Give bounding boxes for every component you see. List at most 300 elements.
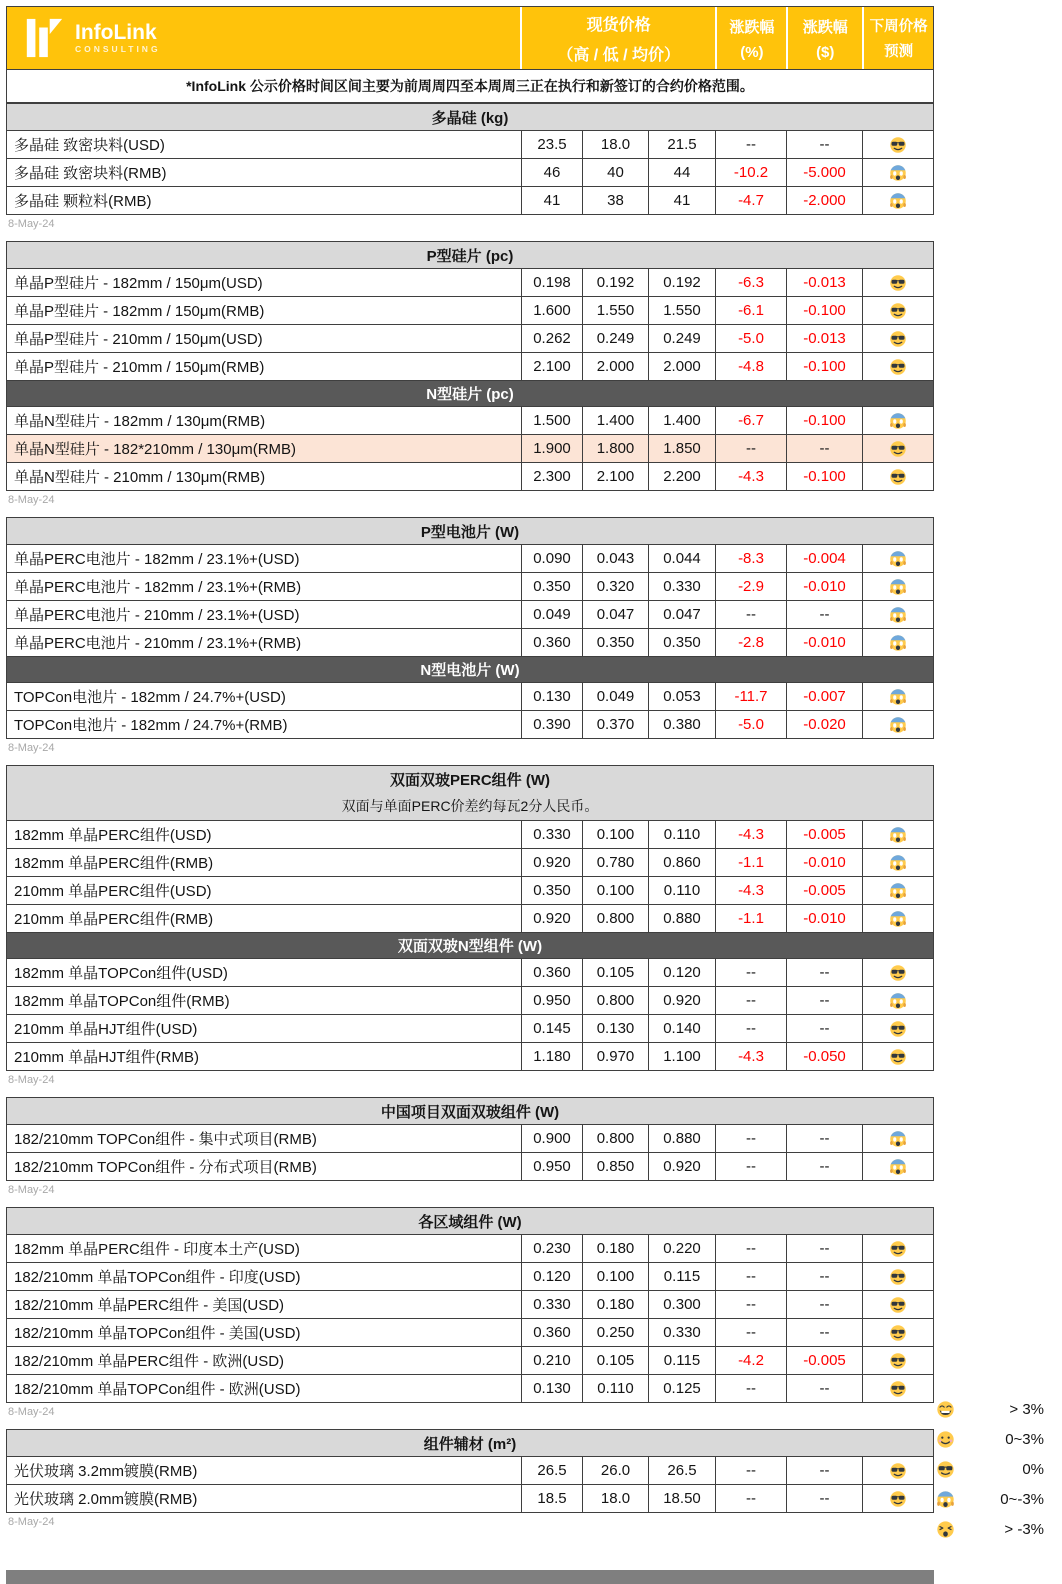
forecast-cell bbox=[862, 269, 933, 296]
low-price: 0.800 bbox=[582, 1125, 648, 1152]
avg-price: 0.110 bbox=[648, 821, 715, 848]
section-title: 组件辅材 (m²) bbox=[7, 1430, 933, 1456]
pct-change: -- bbox=[715, 1015, 786, 1042]
pct-change: -8.3 bbox=[715, 545, 786, 572]
usd-change: -2.000 bbox=[786, 187, 862, 214]
forecast-cell bbox=[862, 545, 933, 572]
column-header-change-usd bbox=[786, 7, 862, 69]
low-price: 2.000 bbox=[582, 353, 648, 380]
price-row bbox=[7, 1318, 933, 1346]
avg-price: 0.220 bbox=[648, 1235, 715, 1262]
forecast-cell bbox=[862, 1125, 933, 1152]
weary-face-icon bbox=[936, 1520, 955, 1539]
price-row bbox=[7, 986, 933, 1014]
section-title: N型电池片 (W) bbox=[7, 656, 933, 682]
section-title: N型硅片 (pc) bbox=[7, 380, 933, 406]
pct-change: -- bbox=[715, 131, 786, 158]
high-price: 0.130 bbox=[521, 1375, 582, 1402]
high-price: 1.500 bbox=[521, 407, 582, 434]
forecast-cell bbox=[862, 407, 933, 434]
product-name: 210mm 单晶HJT组件(USD) bbox=[14, 1021, 198, 1038]
price-row bbox=[7, 544, 933, 572]
scream-face-icon bbox=[889, 910, 907, 928]
pct-change: -6.7 bbox=[715, 407, 786, 434]
price-row bbox=[7, 158, 933, 186]
high-price: 0.120 bbox=[521, 1263, 582, 1290]
forecast-cell bbox=[862, 683, 933, 710]
usd-change: -0.100 bbox=[786, 463, 862, 490]
forecast-cell bbox=[862, 849, 933, 876]
pct-change: -- bbox=[715, 1319, 786, 1346]
low-price: 1.400 bbox=[582, 407, 648, 434]
high-price: 2.100 bbox=[521, 353, 582, 380]
low-price: 0.180 bbox=[582, 1235, 648, 1262]
price-table bbox=[6, 6, 934, 1539]
scream-face-icon bbox=[889, 688, 907, 706]
high-price: 0.900 bbox=[521, 1125, 582, 1152]
usd-change: -- bbox=[786, 131, 862, 158]
product-name: 单晶PERC电池片 - 210mm / 23.1%+(RMB) bbox=[14, 635, 302, 652]
avg-price: 0.047 bbox=[648, 601, 715, 628]
smile-face-icon bbox=[936, 1430, 955, 1449]
sunglasses-face-icon bbox=[889, 440, 907, 458]
usd-change: -5.000 bbox=[786, 159, 862, 186]
avg-price: 2.000 bbox=[648, 353, 715, 380]
forecast-cell bbox=[862, 131, 933, 158]
date-stamp: 8-May-24 bbox=[8, 1516, 55, 1528]
usd-change: -- bbox=[786, 959, 862, 986]
high-price: 1.900 bbox=[521, 435, 582, 462]
high-price: 0.330 bbox=[521, 1291, 582, 1318]
forecast-legend bbox=[936, 1394, 1044, 1544]
section-subtitle: 双面与单面PERC价差约每瓦2分人民币。 bbox=[7, 792, 933, 820]
section-title: 多晶硅 (kg) bbox=[7, 104, 933, 130]
price-row bbox=[7, 1456, 933, 1484]
avg-price: 1.850 bbox=[648, 435, 715, 462]
forecast-cell bbox=[862, 1263, 933, 1290]
legend-label: 0% bbox=[1022, 1460, 1044, 1478]
price-row bbox=[7, 682, 933, 710]
low-price: 0.100 bbox=[582, 821, 648, 848]
price-row bbox=[7, 1124, 933, 1152]
high-price: 0.350 bbox=[521, 877, 582, 904]
scream-face-icon bbox=[889, 992, 907, 1010]
avg-price: 41 bbox=[648, 187, 715, 214]
forecast-cell bbox=[862, 1319, 933, 1346]
high-price: 46 bbox=[521, 159, 582, 186]
avg-price: 0.380 bbox=[648, 711, 715, 738]
low-price: 26.0 bbox=[582, 1457, 648, 1484]
price-row bbox=[7, 462, 933, 490]
sunglasses-face-icon bbox=[889, 1268, 907, 1286]
price-row bbox=[7, 1484, 933, 1512]
avg-price: 0.350 bbox=[648, 629, 715, 656]
price-row bbox=[7, 628, 933, 656]
date-stamp: 8-May-24 bbox=[8, 1184, 55, 1196]
scream-face-icon bbox=[889, 634, 907, 652]
product-name: 单晶P型硅片 - 210mm / 150μm(USD) bbox=[14, 331, 263, 348]
usd-change: -0.100 bbox=[786, 297, 862, 324]
brand-name: InfoLink bbox=[75, 21, 157, 44]
pct-change: -- bbox=[715, 959, 786, 986]
high-price: 2.300 bbox=[521, 463, 582, 490]
low-price: 1.800 bbox=[582, 435, 648, 462]
forecast-cell bbox=[862, 573, 933, 600]
forecast-cell bbox=[862, 959, 933, 986]
pct-change: -4.3 bbox=[715, 463, 786, 490]
forecast-cell bbox=[862, 711, 933, 738]
high-price: 0.230 bbox=[521, 1235, 582, 1262]
low-price: 0.043 bbox=[582, 545, 648, 572]
legend-item bbox=[936, 1424, 1044, 1454]
legend-item bbox=[936, 1454, 1044, 1484]
low-price: 0.350 bbox=[582, 629, 648, 656]
avg-price: 0.140 bbox=[648, 1015, 715, 1042]
low-price: 0.100 bbox=[582, 877, 648, 904]
avg-price: 0.920 bbox=[648, 987, 715, 1014]
product-name: 单晶PERC电池片 - 182mm / 23.1%+(USD) bbox=[14, 551, 300, 568]
grin-face-icon bbox=[936, 1400, 955, 1419]
low-price: 18.0 bbox=[582, 131, 648, 158]
usd-change: -0.005 bbox=[786, 821, 862, 848]
forecast-cell bbox=[862, 1235, 933, 1262]
forecast-cell bbox=[862, 1015, 933, 1042]
price-table-block bbox=[6, 765, 934, 1071]
usd-change: -0.020 bbox=[786, 711, 862, 738]
low-price: 0.970 bbox=[582, 1043, 648, 1070]
avg-price: 0.115 bbox=[648, 1263, 715, 1290]
high-price: 0.360 bbox=[521, 629, 582, 656]
usd-change: -0.010 bbox=[786, 905, 862, 932]
low-price: 0.320 bbox=[582, 573, 648, 600]
high-price: 1.600 bbox=[521, 297, 582, 324]
usd-change: -0.005 bbox=[786, 1347, 862, 1374]
forecast-cell bbox=[862, 877, 933, 904]
low-price: 0.105 bbox=[582, 1347, 648, 1374]
price-note: *InfoLink 公示价格时间区间主要为前周周四至本周周三正在执行和新签订的合约价格范围。 bbox=[7, 69, 933, 102]
product-name: 多晶硅 致密块料(USD) bbox=[14, 137, 165, 154]
product-name: TOPCon电池片 - 182mm / 24.7%+(USD) bbox=[14, 689, 286, 706]
date-stamp: 8-May-24 bbox=[8, 1406, 55, 1418]
avg-price: 0.330 bbox=[648, 1319, 715, 1346]
product-name: 多晶硅 致密块料(RMB) bbox=[14, 165, 167, 182]
low-price: 0.105 bbox=[582, 959, 648, 986]
price-row bbox=[7, 958, 933, 986]
high-price: 23.5 bbox=[521, 131, 582, 158]
product-name: 单晶PERC电池片 - 182mm / 23.1%+(RMB) bbox=[14, 579, 302, 596]
date-stamp: 8-May-24 bbox=[8, 494, 55, 506]
usd-change: -- bbox=[786, 1319, 862, 1346]
forecast-cell bbox=[862, 905, 933, 932]
section-title: 中国项目双面双玻组件 (W) bbox=[7, 1098, 933, 1124]
product-name: 单晶PERC电池片 - 210mm / 23.1%+(USD) bbox=[14, 607, 300, 624]
table-blocks bbox=[6, 103, 934, 1530]
high-price: 0.360 bbox=[521, 1319, 582, 1346]
sunglasses-face-icon bbox=[889, 330, 907, 348]
usd-change: -- bbox=[786, 1235, 862, 1262]
price-row bbox=[7, 352, 933, 380]
avg-price: 0.300 bbox=[648, 1291, 715, 1318]
usd-change: -- bbox=[786, 1263, 862, 1290]
section-title: P型电池片 (W) bbox=[7, 518, 933, 544]
high-price: 0.330 bbox=[521, 821, 582, 848]
sunglasses-face-icon bbox=[889, 1324, 907, 1342]
sunglasses-face-icon bbox=[889, 274, 907, 292]
forecast-cell bbox=[862, 629, 933, 656]
usd-change: -0.007 bbox=[786, 683, 862, 710]
infolink-logo-icon bbox=[23, 16, 65, 60]
column-header-forecast bbox=[862, 7, 933, 69]
change-pct-title: 涨跌幅 bbox=[729, 18, 775, 36]
scream-face-icon bbox=[889, 882, 907, 900]
avg-price: 1.400 bbox=[648, 407, 715, 434]
price-table-block bbox=[6, 517, 934, 739]
product-name: 单晶P型硅片 - 210mm / 150μm(RMB) bbox=[14, 359, 265, 376]
price-row bbox=[7, 904, 933, 932]
price-row bbox=[7, 876, 933, 904]
price-row bbox=[7, 1014, 933, 1042]
avg-price: 18.50 bbox=[648, 1485, 715, 1512]
product-name: 182/210mm 单晶PERC组件 - 美国(USD) bbox=[14, 1297, 285, 1314]
usd-change: -0.013 bbox=[786, 269, 862, 296]
price-table-block bbox=[6, 241, 934, 491]
usd-change: -- bbox=[786, 1457, 862, 1484]
forecast-cell bbox=[862, 435, 933, 462]
high-price: 0.145 bbox=[521, 1015, 582, 1042]
product-name: 182/210mm 单晶TOPCon组件 - 印度(USD) bbox=[14, 1269, 301, 1286]
spot-price-title: 现货价格 bbox=[586, 16, 651, 34]
pct-change: -4.8 bbox=[715, 353, 786, 380]
section-title: 双面双玻N型组件 (W) bbox=[7, 932, 933, 958]
sunglasses-face-icon bbox=[889, 1380, 907, 1398]
product-name: 182/210mm TOPCon组件 - 分布式项目(RMB) bbox=[14, 1159, 317, 1176]
usd-change: -0.010 bbox=[786, 629, 862, 656]
sunglasses-face-icon bbox=[889, 136, 907, 154]
high-price: 0.198 bbox=[521, 269, 582, 296]
product-name: 210mm 单晶HJT组件(RMB) bbox=[14, 1049, 200, 1066]
usd-change: -0.013 bbox=[786, 325, 862, 352]
product-name: 210mm 单晶PERC组件(RMB) bbox=[14, 911, 214, 928]
usd-change: -0.010 bbox=[786, 573, 862, 600]
price-row bbox=[7, 186, 933, 214]
spot-price-sub: （高 / 低 / 均价） bbox=[557, 46, 681, 64]
sunglasses-face-icon bbox=[889, 302, 907, 320]
scream-face-icon bbox=[889, 192, 907, 210]
product-name: 182mm 单晶TOPCon组件(RMB) bbox=[14, 993, 230, 1010]
forecast-cell bbox=[862, 1153, 933, 1180]
sunglasses-face-icon bbox=[889, 1296, 907, 1314]
sunglasses-face-icon bbox=[936, 1460, 955, 1479]
price-row bbox=[7, 1234, 933, 1262]
brand-text bbox=[75, 22, 161, 54]
forecast-cell bbox=[862, 325, 933, 352]
high-price: 0.950 bbox=[521, 987, 582, 1014]
section-title: 各区域组件 (W) bbox=[7, 1208, 933, 1234]
avg-price: 0.249 bbox=[648, 325, 715, 352]
pct-change: -5.0 bbox=[715, 711, 786, 738]
high-price: 0.360 bbox=[521, 959, 582, 986]
forecast-cell bbox=[862, 159, 933, 186]
scream-face-icon bbox=[889, 716, 907, 734]
product-name: 单晶P型硅片 - 182mm / 150μm(RMB) bbox=[14, 303, 265, 320]
avg-price: 0.115 bbox=[648, 1347, 715, 1374]
high-price: 18.5 bbox=[521, 1485, 582, 1512]
price-row bbox=[7, 1262, 933, 1290]
avg-price: 0.860 bbox=[648, 849, 715, 876]
pct-change: -6.1 bbox=[715, 297, 786, 324]
product-name: 182/210mm 单晶TOPCon组件 - 美国(USD) bbox=[14, 1325, 301, 1342]
low-price: 0.192 bbox=[582, 269, 648, 296]
high-price: 0.130 bbox=[521, 683, 582, 710]
scream-face-icon bbox=[889, 826, 907, 844]
scream-face-icon bbox=[889, 1130, 907, 1148]
change-usd-title: 涨跌幅 bbox=[802, 18, 848, 36]
sunglasses-face-icon bbox=[889, 1048, 907, 1066]
avg-price: 1.550 bbox=[648, 297, 715, 324]
product-name: 单晶N型硅片 - 182mm / 130μm(RMB) bbox=[14, 413, 266, 430]
brand-subtitle: CONSULTING bbox=[75, 44, 161, 54]
pct-change: -2.8 bbox=[715, 629, 786, 656]
scream-face-icon bbox=[889, 550, 907, 568]
product-name: 单晶N型硅片 - 210mm / 130μm(RMB) bbox=[14, 469, 266, 486]
avg-price: 2.200 bbox=[648, 463, 715, 490]
low-price: 0.047 bbox=[582, 601, 648, 628]
price-row bbox=[7, 434, 933, 462]
product-name: 210mm 单晶PERC组件(USD) bbox=[14, 883, 212, 900]
product-name: 多晶硅 颗粒料(RMB) bbox=[14, 193, 152, 210]
price-table-block bbox=[6, 1207, 934, 1403]
legend-label: > 3% bbox=[1009, 1400, 1044, 1418]
pct-change: -- bbox=[715, 601, 786, 628]
pct-change: -- bbox=[715, 1125, 786, 1152]
low-price: 0.130 bbox=[582, 1015, 648, 1042]
usd-change: -0.100 bbox=[786, 353, 862, 380]
sunglasses-face-icon bbox=[889, 358, 907, 376]
avg-price: 0.120 bbox=[648, 959, 715, 986]
price-table-block bbox=[6, 1429, 934, 1513]
product-name: 单晶N型硅片 - 182*210mm / 130μm(RMB) bbox=[14, 441, 297, 458]
avg-price: 0.044 bbox=[648, 545, 715, 572]
low-price: 0.110 bbox=[582, 1375, 648, 1402]
avg-price: 0.330 bbox=[648, 573, 715, 600]
forecast-cell bbox=[862, 1291, 933, 1318]
pct-change: -- bbox=[715, 1457, 786, 1484]
low-price: 0.049 bbox=[582, 683, 648, 710]
low-price: 0.250 bbox=[582, 1319, 648, 1346]
usd-change: -- bbox=[786, 601, 862, 628]
column-header-change-pct bbox=[715, 7, 786, 69]
avg-price: 0.125 bbox=[648, 1375, 715, 1402]
forecast-cell bbox=[862, 1043, 933, 1070]
price-table-block bbox=[6, 103, 934, 215]
usd-change: -0.004 bbox=[786, 545, 862, 572]
low-price: 38 bbox=[582, 187, 648, 214]
scream-face-icon bbox=[889, 578, 907, 596]
high-price: 26.5 bbox=[521, 1457, 582, 1484]
scream-face-icon bbox=[889, 412, 907, 430]
low-price: 0.249 bbox=[582, 325, 648, 352]
high-price: 0.090 bbox=[521, 545, 582, 572]
pct-change: -5.0 bbox=[715, 325, 786, 352]
legend-item bbox=[936, 1484, 1044, 1514]
forecast-cell bbox=[862, 187, 933, 214]
legend-label: 0~-3% bbox=[1000, 1490, 1044, 1508]
high-price: 0.049 bbox=[521, 601, 582, 628]
low-price: 2.100 bbox=[582, 463, 648, 490]
price-row bbox=[7, 1374, 933, 1402]
high-price: 0.262 bbox=[521, 325, 582, 352]
price-row bbox=[7, 296, 933, 324]
forecast-cell bbox=[862, 1457, 933, 1484]
product-name: 光伏玻璃 2.0mm镀膜(RMB) bbox=[14, 1491, 198, 1508]
forecast-cell bbox=[862, 353, 933, 380]
forecast-cell bbox=[862, 463, 933, 490]
sunglasses-face-icon bbox=[889, 1352, 907, 1370]
usd-change: -- bbox=[786, 1375, 862, 1402]
low-price: 0.800 bbox=[582, 987, 648, 1014]
pct-change: -4.3 bbox=[715, 821, 786, 848]
legend-item bbox=[936, 1514, 1044, 1544]
price-row bbox=[7, 268, 933, 296]
price-row bbox=[7, 1346, 933, 1374]
sunglasses-face-icon bbox=[889, 1490, 907, 1508]
product-name: 182/210mm TOPCon组件 - 集中式项目(RMB) bbox=[14, 1131, 317, 1148]
low-price: 0.800 bbox=[582, 905, 648, 932]
date-stamp: 8-May-24 bbox=[8, 742, 55, 754]
usd-change: -0.100 bbox=[786, 407, 862, 434]
price-row bbox=[7, 1152, 933, 1180]
product-name: 单晶P型硅片 - 182mm / 150μm(USD) bbox=[14, 275, 263, 292]
price-row bbox=[7, 324, 933, 352]
legend-item bbox=[936, 1394, 1044, 1424]
low-price: 1.550 bbox=[582, 297, 648, 324]
forecast-cell bbox=[862, 987, 933, 1014]
pct-change: -- bbox=[715, 1291, 786, 1318]
table-header bbox=[6, 6, 934, 103]
price-row bbox=[7, 1042, 933, 1070]
scream-face-icon bbox=[889, 164, 907, 182]
date-stamp: 8-May-24 bbox=[8, 1074, 55, 1086]
forecast-cell bbox=[862, 1375, 933, 1402]
pct-change: -- bbox=[715, 987, 786, 1014]
usd-change: -- bbox=[786, 1291, 862, 1318]
usd-change: -- bbox=[786, 1125, 862, 1152]
avg-price: 26.5 bbox=[648, 1457, 715, 1484]
forecast-cell bbox=[862, 1485, 933, 1512]
legend-label: > -3% bbox=[1004, 1520, 1044, 1538]
product-name: 182/210mm 单晶PERC组件 - 欧洲(USD) bbox=[14, 1353, 285, 1370]
pct-change: -- bbox=[715, 1485, 786, 1512]
avg-price: 0.880 bbox=[648, 905, 715, 932]
price-row bbox=[7, 600, 933, 628]
date-stamp: 8-May-24 bbox=[8, 218, 55, 230]
pct-change: -4.3 bbox=[715, 1043, 786, 1070]
product-name: 182/210mm 单晶TOPCon组件 - 欧洲(USD) bbox=[14, 1381, 301, 1398]
pct-change: -- bbox=[715, 1375, 786, 1402]
sunglasses-face-icon bbox=[889, 1462, 907, 1480]
sunglasses-face-icon bbox=[889, 964, 907, 982]
low-price: 18.0 bbox=[582, 1485, 648, 1512]
price-row bbox=[7, 848, 933, 876]
product-name: 182mm 单晶TOPCon组件(USD) bbox=[14, 965, 228, 982]
forecast-cell bbox=[862, 601, 933, 628]
low-price: 0.850 bbox=[582, 1153, 648, 1180]
pct-change: -4.7 bbox=[715, 187, 786, 214]
high-price: 0.210 bbox=[521, 1347, 582, 1374]
product-name: 182mm 单晶PERC组件 - 印度本土产(USD) bbox=[14, 1241, 300, 1258]
price-row bbox=[7, 130, 933, 158]
low-price: 40 bbox=[582, 159, 648, 186]
